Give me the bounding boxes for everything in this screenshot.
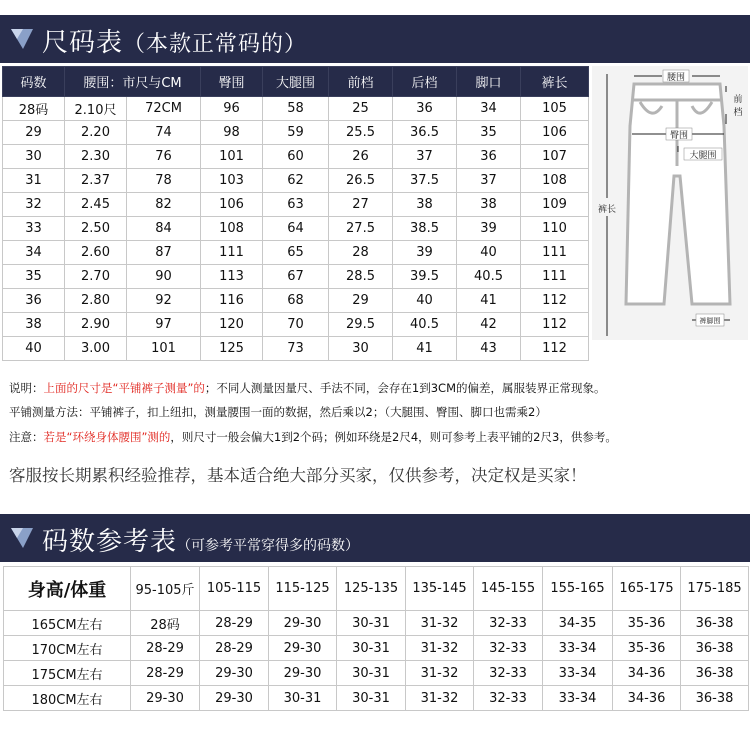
table-cell: 112 — [521, 337, 589, 361]
table-cell: 37 — [457, 169, 521, 193]
table-cell: 76 — [127, 145, 201, 169]
table-row — [3, 217, 589, 241]
table-row — [3, 121, 589, 145]
table-cell: 29 — [3, 121, 65, 145]
header-cell: 95-105斤 — [131, 567, 200, 611]
header-hip: 臀围 — [201, 67, 263, 97]
table-cell: 165CM左右 — [4, 611, 131, 636]
diagram-front-rise-label — [733, 93, 742, 118]
table-cell: 2.10尺 — [65, 97, 127, 121]
table-cell: 84 — [127, 217, 201, 241]
header-thigh: 大腿围 — [263, 67, 329, 97]
table-cell: 29-30 — [269, 636, 337, 661]
table-cell: 170CM左右 — [4, 636, 131, 661]
table-cell: 38.5 — [393, 217, 457, 241]
table-cell: 106 — [521, 121, 589, 145]
size-table-body — [3, 97, 589, 361]
header-hem: 脚口 — [457, 67, 521, 97]
table-cell: 40.5 — [457, 265, 521, 289]
table-cell: 32 — [3, 193, 65, 217]
recommend-text: 客服按长期累积经验推荐，基本适合绝大部分买家，仅供参考，决定权是买家！ — [9, 466, 587, 485]
header-cell: 165-175 — [613, 567, 681, 611]
note-caution — [9, 429, 749, 445]
note-method — [9, 404, 749, 420]
size-reference-table — [3, 566, 749, 711]
table-cell: 36 — [393, 97, 457, 121]
table-cell: 30 — [329, 337, 393, 361]
table-cell: 28-29 — [131, 636, 200, 661]
header-waist: 腰围：市尺与CM — [65, 67, 201, 97]
table-row — [3, 193, 589, 217]
table-cell: 108 — [201, 217, 263, 241]
table-cell: 68 — [263, 289, 329, 313]
table-cell: 96 — [201, 97, 263, 121]
header-size: 码数 — [3, 67, 65, 97]
header-length: 裤长 — [521, 67, 589, 97]
table-cell: 32-33 — [474, 636, 543, 661]
table-cell: 175CM左右 — [4, 661, 131, 686]
table-cell: 26.5 — [329, 169, 393, 193]
header-cell: 155-165 — [543, 567, 613, 611]
table-cell: 30-31 — [269, 686, 337, 711]
table-cell: 33-34 — [543, 636, 613, 661]
table-cell: 64 — [263, 217, 329, 241]
table-cell: 36 — [3, 289, 65, 313]
table-row — [3, 169, 589, 193]
table-cell: 65 — [263, 241, 329, 265]
table-cell: 63 — [263, 193, 329, 217]
note1-highlight: 上面的尺寸是“平铺裤子测量”的 — [43, 381, 205, 395]
table-cell: 101 — [127, 337, 201, 361]
header-cell: 105-115 — [200, 567, 269, 611]
table-cell: 29-30 — [269, 611, 337, 636]
table-cell: 107 — [521, 145, 589, 169]
table-row — [4, 611, 749, 636]
table-cell: 111 — [521, 241, 589, 265]
table-row — [3, 241, 589, 265]
table-cell: 29 — [329, 289, 393, 313]
table-cell: 31-32 — [406, 636, 474, 661]
diagram-front-rise-char-1: 前 — [733, 95, 743, 105]
table-cell: 36.5 — [393, 121, 457, 145]
pants-outline-icon — [592, 66, 748, 340]
table-cell: 31-32 — [406, 611, 474, 636]
diagram-thigh-label: 大腿围 — [689, 151, 717, 161]
table-cell: 29-30 — [131, 686, 200, 711]
table-cell: 32-33 — [474, 661, 543, 686]
table-cell: 72CM — [127, 97, 201, 121]
table-cell: 35-36 — [613, 611, 681, 636]
table-cell: 2.45 — [65, 193, 127, 217]
table-cell: 40 — [457, 241, 521, 265]
table-cell: 62 — [263, 169, 329, 193]
table-cell: 38 — [3, 313, 65, 337]
table-cell: 2.70 — [65, 265, 127, 289]
table-cell: 39.5 — [393, 265, 457, 289]
table-cell: 113 — [201, 265, 263, 289]
table-cell: 34-36 — [613, 686, 681, 711]
table-cell: 30-31 — [337, 636, 406, 661]
table-cell: 34 — [457, 97, 521, 121]
table-cell: 42 — [457, 313, 521, 337]
table-cell: 36-38 — [681, 611, 749, 636]
table-cell: 30-31 — [337, 686, 406, 711]
header-cell: 135-145 — [406, 567, 474, 611]
table-row — [4, 686, 749, 711]
table-cell: 106 — [201, 193, 263, 217]
table-cell: 34 — [3, 241, 65, 265]
table-cell: 74 — [127, 121, 201, 145]
table-cell: 36 — [457, 145, 521, 169]
table-cell: 108 — [521, 169, 589, 193]
table-cell: 120 — [201, 313, 263, 337]
note1-rest: ；不同人测量因量尺、手法不同，会存在1到3CM的偏差，属服装界正常现象。 — [204, 381, 606, 395]
table-cell: 2.50 — [65, 217, 127, 241]
diagram-waist-label: 腰围 — [666, 73, 686, 83]
table-cell: 34-36 — [613, 661, 681, 686]
table-cell: 29-30 — [200, 661, 269, 686]
table-cell: 28-29 — [200, 636, 269, 661]
table-cell: 82 — [127, 193, 201, 217]
note-measurement — [9, 380, 749, 396]
table-cell: 41 — [457, 289, 521, 313]
header-cell: 125-135 — [337, 567, 406, 611]
size-reference-body — [4, 611, 749, 711]
chevron-icon — [9, 25, 35, 51]
table-cell: 78 — [127, 169, 201, 193]
note3-prefix: 注意： — [9, 430, 44, 444]
size-table — [2, 66, 589, 361]
table-cell: 37.5 — [393, 169, 457, 193]
table-cell: 36-38 — [681, 686, 749, 711]
table-cell: 30-31 — [337, 661, 406, 686]
table-cell: 2.60 — [65, 241, 127, 265]
table-cell: 31-32 — [406, 661, 474, 686]
table-cell: 2.30 — [65, 145, 127, 169]
table-cell: 36-38 — [681, 661, 749, 686]
diagram-hem-label: 裤脚围 — [699, 317, 721, 325]
size-chart-title-sub: （本款正常码的） — [123, 32, 308, 57]
table-cell: 28 — [329, 241, 393, 265]
table-cell: 70 — [263, 313, 329, 337]
table-cell: 43 — [457, 337, 521, 361]
table-cell: 25.5 — [329, 121, 393, 145]
table-cell: 90 — [127, 265, 201, 289]
chevron-icon — [9, 524, 35, 550]
table-cell: 3.00 — [65, 337, 127, 361]
table-cell: 98 — [201, 121, 263, 145]
table-cell: 27 — [329, 193, 393, 217]
table-cell: 111 — [521, 265, 589, 289]
header-front-rise: 前档 — [329, 67, 393, 97]
table-cell: 41 — [393, 337, 457, 361]
header-cell: 115-125 — [269, 567, 337, 611]
header-cell: 身高/体重 — [4, 567, 131, 611]
table-cell: 28.5 — [329, 265, 393, 289]
table-row — [3, 289, 589, 313]
table-cell: 37 — [393, 145, 457, 169]
note3-highlight: 若是“环绕身体腰围”测的 — [43, 430, 171, 444]
table-cell: 2.20 — [65, 121, 127, 145]
table-cell: 28码 — [3, 97, 65, 121]
table-cell: 2.80 — [65, 289, 127, 313]
table-cell: 33 — [3, 217, 65, 241]
table-cell: 73 — [263, 337, 329, 361]
note3-rest: ，则尺寸一般会偏大1到2个码；例如环绕是2尺4，则可参考上表平铺的2尺3，供参考。 — [170, 430, 617, 444]
table-row — [4, 636, 749, 661]
table-cell: 38 — [393, 193, 457, 217]
table-cell: 40 — [3, 337, 65, 361]
table-cell: 27.5 — [329, 217, 393, 241]
table-cell: 33-34 — [543, 661, 613, 686]
table-cell: 125 — [201, 337, 263, 361]
table-row — [3, 145, 589, 169]
table-cell: 40 — [393, 289, 457, 313]
table-cell: 103 — [201, 169, 263, 193]
table-cell: 116 — [201, 289, 263, 313]
table-cell: 35-36 — [613, 636, 681, 661]
diagram-length-label: 裤长 — [597, 205, 617, 215]
size-reference-title-sub: （可参考平常穿得多的码数） — [177, 538, 360, 554]
table-cell: 180CM左右 — [4, 686, 131, 711]
note2-text: 平铺测量方法：平铺裤子，扣上纽扣，测量腰围一面的数据，然后乘以2；（大腿围、臀围、脚口也需乘2） — [9, 405, 547, 419]
table-cell: 87 — [127, 241, 201, 265]
note1-prefix: 说明： — [9, 381, 44, 395]
table-cell: 105 — [521, 97, 589, 121]
table-cell: 67 — [263, 265, 329, 289]
table-cell: 35 — [457, 121, 521, 145]
table-cell: 110 — [521, 217, 589, 241]
table-cell: 59 — [263, 121, 329, 145]
table-row — [3, 337, 589, 361]
diagram-front-rise-char-2: 档 — [733, 108, 743, 118]
header-back-rise: 后档 — [393, 67, 457, 97]
table-cell: 29-30 — [269, 661, 337, 686]
table-cell: 39 — [457, 217, 521, 241]
table-cell: 92 — [127, 289, 201, 313]
table-cell: 34-35 — [543, 611, 613, 636]
diagram-hip-label: 臀围 — [669, 131, 689, 141]
size-reference-title — [42, 521, 359, 558]
table-cell: 29-30 — [200, 686, 269, 711]
table-cell: 29.5 — [329, 313, 393, 337]
table-cell: 109 — [521, 193, 589, 217]
size-reference-header — [4, 567, 749, 611]
size-reference-title-main: 码数参考表 — [42, 527, 178, 557]
table-cell: 28-29 — [131, 661, 200, 686]
table-cell: 31-32 — [406, 686, 474, 711]
table-cell: 33-34 — [543, 686, 613, 711]
table-cell: 38 — [457, 193, 521, 217]
table-cell: 111 — [201, 241, 263, 265]
table-row — [3, 313, 589, 337]
table-cell: 60 — [263, 145, 329, 169]
table-cell: 39 — [393, 241, 457, 265]
table-cell: 30 — [3, 145, 65, 169]
size-table-header — [3, 67, 589, 97]
table-cell: 101 — [201, 145, 263, 169]
size-chart-title-main: 尺码表 — [42, 28, 124, 58]
table-row — [4, 661, 749, 686]
table-cell: 26 — [329, 145, 393, 169]
table-cell: 112 — [521, 313, 589, 337]
table-cell: 35 — [3, 265, 65, 289]
table-cell: 97 — [127, 313, 201, 337]
table-row — [3, 265, 589, 289]
size-chart-title — [42, 22, 307, 59]
table-cell: 58 — [263, 97, 329, 121]
table-cell: 112 — [521, 289, 589, 313]
header-cell: 145-155 — [474, 567, 543, 611]
table-cell: 30-31 — [337, 611, 406, 636]
table-cell: 2.90 — [65, 313, 127, 337]
table-cell: 31 — [3, 169, 65, 193]
table-row — [3, 97, 589, 121]
table-cell: 28-29 — [200, 611, 269, 636]
table-cell: 28码 — [131, 611, 200, 636]
pants-diagram — [592, 66, 748, 340]
table-cell: 25 — [329, 97, 393, 121]
table-cell: 2.37 — [65, 169, 127, 193]
table-cell: 32-33 — [474, 611, 543, 636]
size-chart-banner — [0, 15, 750, 63]
header-cell: 175-185 — [681, 567, 749, 611]
table-cell: 36-38 — [681, 636, 749, 661]
table-cell: 40.5 — [393, 313, 457, 337]
size-reference-banner — [0, 514, 750, 562]
table-cell: 32-33 — [474, 686, 543, 711]
